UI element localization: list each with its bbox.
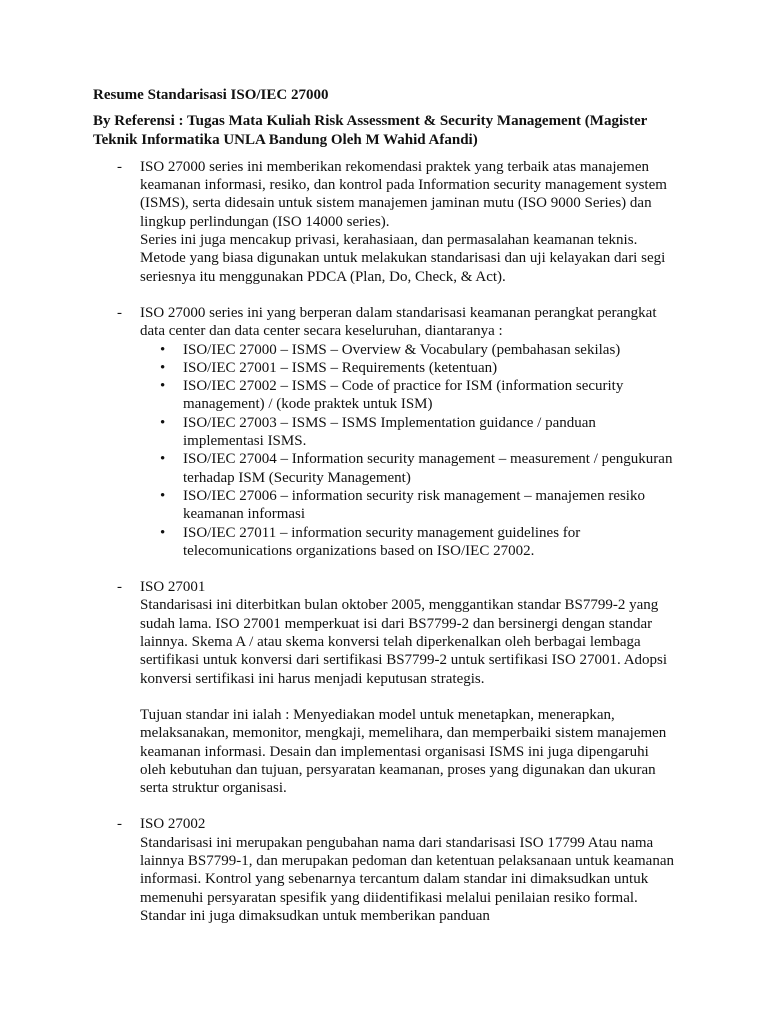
list-item: [140, 414, 678, 451]
list-item-text: ISO/IEC 27000 – ISMS – Overview & Vocabulary (pembahasan sekilas): [183, 341, 621, 358]
section-heading: ISO 27001: [140, 579, 206, 596]
list-item-text: ISO/IEC 27001 – ISMS – Requirements (ketentuan): [183, 359, 498, 376]
list-item-text: ISO/IEC 27011 – information security management guidelines for telecomunications organizations based on ISO/IEC 27002.: [183, 524, 581, 559]
dash-marker: -: [117, 579, 122, 596]
list-item-text: ISO/IEC 27002 – ISMS – Code of practice for ISM (information security management) / (kode praktek untuk ISM): [183, 378, 624, 413]
bullet-icon: •: [160, 341, 166, 358]
paragraph: Standarisasi ini merupakan pengubahan nama dari standarisasi ISO 17799 Atau nama lainnya BS7799-1, dan merupakan pedoman dan ketentuan pelaksanaan untuk keamanan informasi. Kontrol yang sebenarnya tercantum dalam standar ini dimaksudkan untuk memenuhi persyaratan spesifik yang diidentifikasi melalui penilaian resiko formal. Standar ini juga dimaksudkan untuk memberikan panduan: [140, 834, 674, 924]
section-iso27000-series: [93, 158, 678, 286]
list-item: [140, 341, 678, 359]
standards-list: [140, 341, 678, 561]
document-subtitle: By Referensi : Tugas Mata Kuliah Risk Assessment & Security Management (Magister Teknik Informatika UNLA Bandung Oleh M Wahid Afandi): [93, 113, 648, 148]
bullet-icon: •: [160, 524, 166, 541]
section-iso27002: [93, 815, 678, 925]
section-heading: ISO 27002: [140, 816, 206, 833]
dash-marker: -: [117, 816, 122, 833]
list-item-text: ISO/IEC 27006 – information security risk management – manajemen resiko keamanan informasi: [183, 487, 645, 523]
dash-marker: -: [117, 304, 122, 321]
section-intro: ISO 27000 series ini yang berperan dalam standarisasi keamanan perangkat perangkat data center dan data center secara keseluruhan, diantaranya :: [140, 304, 657, 340]
list-item-text: ISO/IEC 27004 – Information security management – measurement / pengukuran terhadap ISM (Security Management): [183, 451, 673, 486]
bullet-icon: •: [160, 451, 166, 468]
bullet-icon: •: [160, 487, 166, 504]
list-item: [140, 377, 678, 414]
list-item: [140, 450, 678, 487]
bullet-icon: •: [160, 359, 166, 376]
paragraph: Metode yang biasa digunakan untuk melakukan standarisasi dan uji kelayakan dari segi seriesnya itu menggunakan PDCA (Plan, Do, Check, & Act).: [140, 250, 666, 285]
list-item-text: ISO/IEC 27003 – ISMS – ISMS Implementation guidance / panduan implementasi ISMS.: [183, 414, 596, 450]
dash-marker: -: [117, 158, 122, 175]
document-title: Resume Standarisasi ISO/IEC 27000: [93, 87, 329, 103]
bullet-icon: •: [160, 378, 166, 395]
section-iso27000-data-center: [93, 304, 678, 560]
list-item: [140, 487, 678, 524]
paragraph-spacer: [140, 688, 678, 706]
list-item: [140, 359, 678, 377]
list-item: [140, 524, 678, 561]
paragraph: Tujuan standar ini ialah : Menyediakan model untuk menetapkan, menerapkan, melaksanakan, memonitor, mengkaji, memelihara, dan memperbaiki sistem manajemen keamanan informasi. Desain dan implementasi organisasi ISMS ini juga dipengaruhi oleh kebutuhan dan tujuan, persyaratan keamanan, proses yang digunakan dan ukuran serta struktur organisasi.: [140, 706, 667, 797]
section-iso27001: [93, 578, 678, 797]
paragraph: ISO 27000 series ini memberikan rekomendasi praktek yang terbaik atas manajemen keamanan informasi, resiko, dan kontrol pada Information security management system (ISMS), serta didesain untuk sistem manajemen jaminan mutu (ISO 9000 Series) dan lingkup perlindungan (ISO 14000 series).: [140, 158, 667, 230]
paragraph: Series ini juga mencakup privasi, kerahasiaan, dan permasalahan keamanan teknis.: [140, 232, 638, 249]
bullet-icon: •: [160, 414, 166, 431]
paragraph: Standarisasi ini diterbitkan bulan oktober 2005, menggantikan standar BS7799-2 yang sudah lama. ISO 27001 memperkuat isi dari BS7799-2 dan bersinergi dengan standar lainnya. Skema A / atau skema konversi telah diperkenalkan oleh berbagai lembaga sertifikasi untuk konversi dari sertifikasi BS7799-2 untuk sertifikasi ISO 27001. Adopsi konversi sertifikasi ini harus menjadi keputusan strategis.: [140, 597, 668, 687]
